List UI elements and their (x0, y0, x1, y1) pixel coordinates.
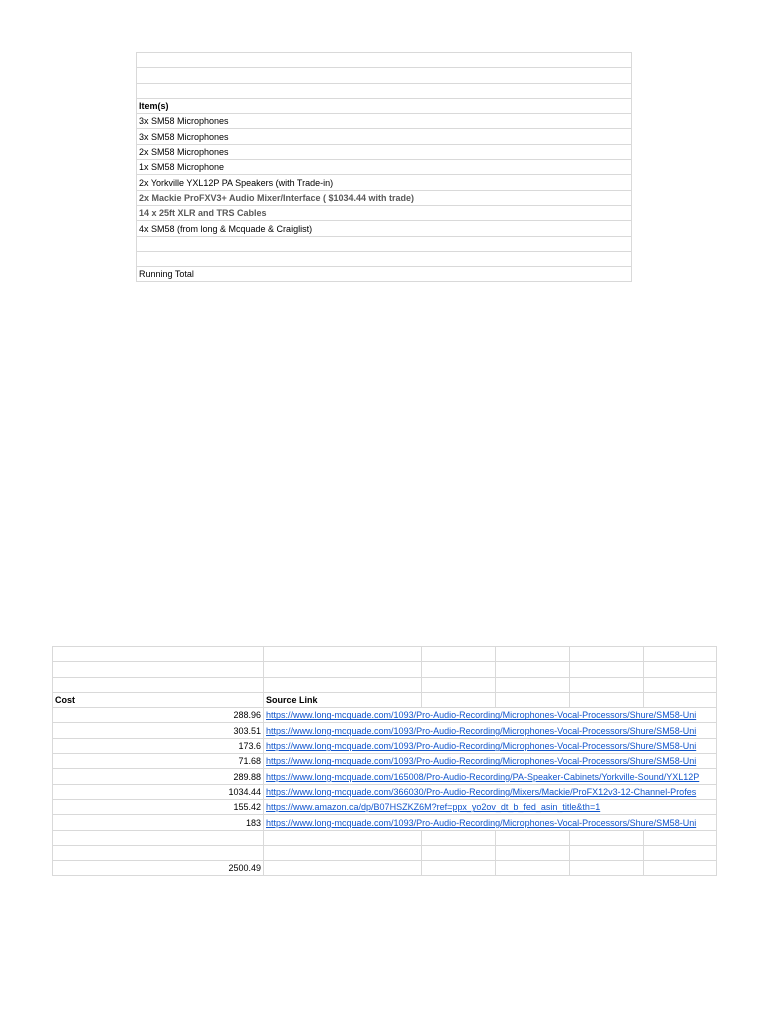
item-row (137, 175, 632, 190)
cost-cell: 288.96 (53, 708, 264, 723)
item-cell: 14 x 25ft XLR and TRS Cables (137, 205, 632, 220)
cost-cell: 289.88 (53, 769, 264, 784)
cost-cell: 173.6 (53, 738, 264, 753)
source-link[interactable]: https://www.long-mcquade.com/1093/Pro-Audio-Recording/Microphones-Vocal-Processors/Shure/SM58-Uni (266, 741, 697, 752)
cost-cell: 71.68 (53, 754, 264, 769)
header-row (53, 692, 717, 707)
source-link[interactable]: https://www.amazon.ca/dp/B07HSZKZ6M?ref=ppx_yo2ov_dt_b_fed_asin_title&th=1 (266, 802, 601, 813)
cost-total: 2500.49 (53, 861, 264, 876)
empty-row (53, 845, 717, 860)
item-cell: 2x Mackie ProFXV3+ Audio Mixer/Interface ( $1034.44 with trade) (137, 190, 632, 205)
table-row (53, 754, 717, 769)
table-row (53, 799, 717, 814)
item-cell: 4x SM58 (from long & Mcquade & Craiglist) (137, 221, 632, 236)
source-link[interactable]: https://www.long-mcquade.com/1093/Pro-Audio-Recording/Microphones-Vocal-Processors/Shure/SM58-Uni (266, 817, 697, 828)
table-row (53, 738, 717, 753)
items-table (136, 52, 632, 282)
source-link[interactable]: https://www.long-mcquade.com/1093/Pro-Audio-Recording/Microphones-Vocal-Processors/Shure/SM58-Uni (266, 725, 697, 736)
empty-row (137, 68, 632, 83)
item-cell: 3x SM58 Microphones (137, 114, 632, 129)
item-row (137, 129, 632, 144)
source-link[interactable]: https://www.long-mcquade.com/1093/Pro-Audio-Recording/Microphones-Vocal-Processors/Shure/SM58-Uni (266, 756, 697, 767)
empty-row (137, 53, 632, 68)
running-total-label: Running Total (137, 267, 632, 282)
source-link[interactable]: https://www.long-mcquade.com/366030/Pro-Audio-Recording/Mixers/Mackie/ProFX12v3-12-Channel-Profes (266, 786, 697, 797)
source-link[interactable]: https://www.long-mcquade.com/1093/Pro-Audio-Recording/Microphones-Vocal-Processors/Shure/SM58-Uni (266, 710, 697, 721)
table-row (53, 784, 717, 799)
cost-cell: 303.51 (53, 723, 264, 738)
empty-row (53, 830, 717, 845)
table-row (53, 723, 717, 738)
total-row (53, 861, 717, 876)
empty-row (137, 251, 632, 266)
cost-cell: 1034.44 (53, 784, 264, 799)
cost-cell: 155.42 (53, 799, 264, 814)
item-cell: 2x SM58 Microphones (137, 144, 632, 159)
total-row (137, 267, 632, 282)
empty-row (137, 236, 632, 251)
header-row (137, 98, 632, 113)
items-header: Item(s) (137, 98, 632, 113)
cost-table (52, 646, 717, 876)
cost-cell: 183 (53, 815, 264, 830)
table-row (53, 708, 717, 723)
empty-row (137, 83, 632, 98)
item-row (137, 114, 632, 129)
source-link-header: Source Link (264, 692, 422, 707)
empty-row (53, 662, 717, 677)
item-cell: 1x SM58 Microphone (137, 160, 632, 175)
item-row (137, 221, 632, 236)
item-row (137, 205, 632, 220)
empty-row (53, 677, 717, 692)
item-row (137, 144, 632, 159)
table-row (53, 815, 717, 830)
item-row (137, 190, 632, 205)
empty-row (53, 647, 717, 662)
cost-header: Cost (53, 692, 264, 707)
item-cell: 3x SM58 Microphones (137, 129, 632, 144)
source-link[interactable]: https://www.long-mcquade.com/165008/Pro-Audio-Recording/PA-Speaker-Cabinets/Yorkville-Sound/YXL12P (266, 771, 700, 782)
item-cell: 2x Yorkville YXL12P PA Speakers (with Trade-in) (137, 175, 632, 190)
item-row (137, 160, 632, 175)
table-row (53, 769, 717, 784)
